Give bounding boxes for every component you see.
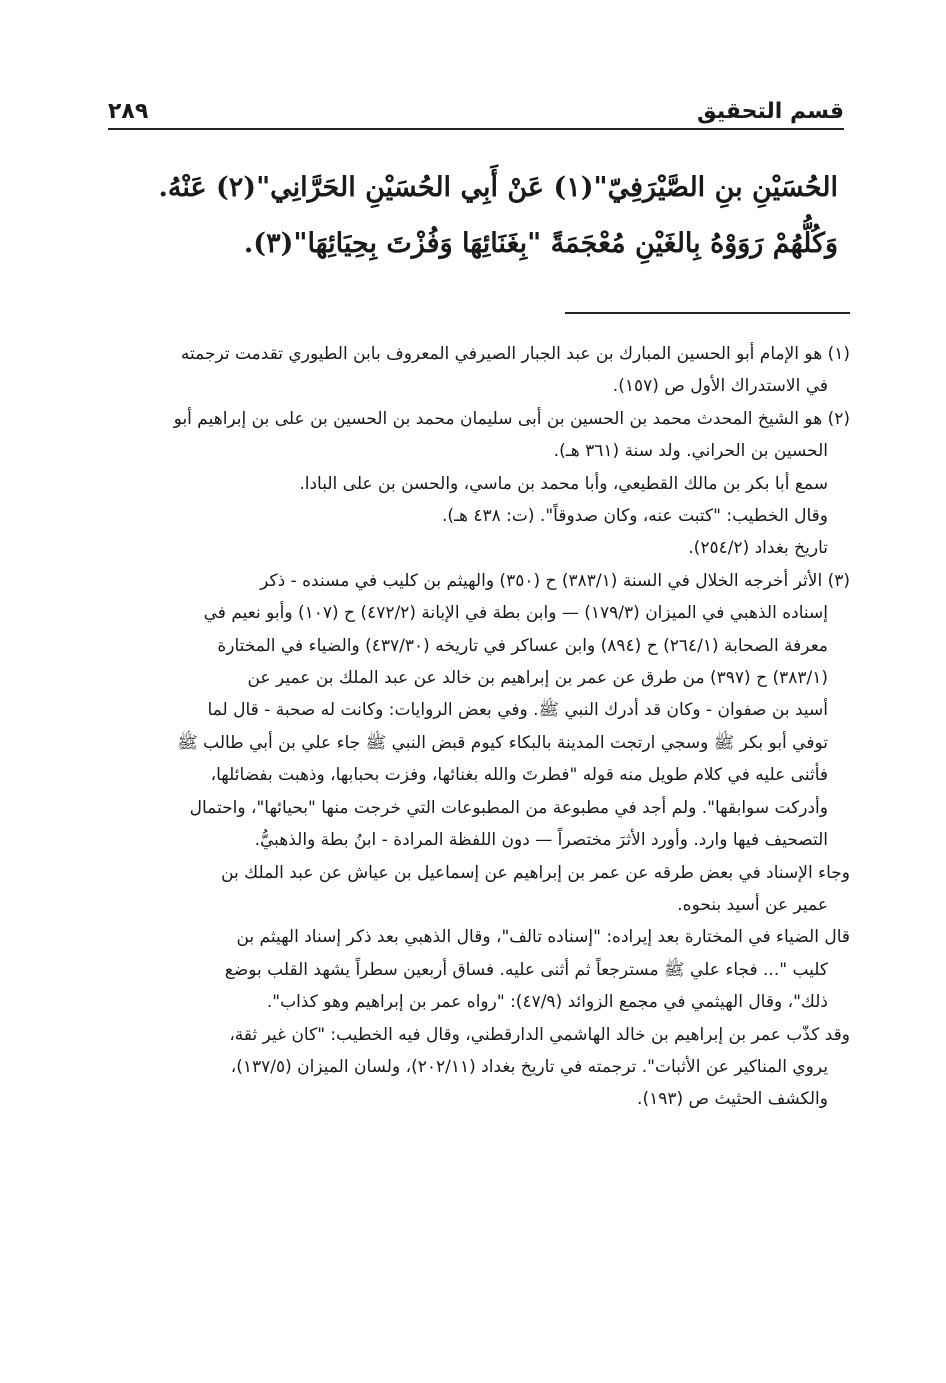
page-header [108,88,844,130]
footnote-divider [565,312,850,314]
footnote-line: (١) هو الإمام أبو الحسين المبارك بن عبد الجبار الصيرفي المعروف بابن الطيوري تقدمت ترجمته [180,344,850,364]
footnote-line: في الاستدراك الأول ص (١٥٧). [612,376,828,397]
footnote-line: إسناده الذهبي في الميزان (١٧٩/٣) — وابن بطة في الإبانة (٤٧٢/٢) ح (١٠٧) وأبو نعيم في [203,603,828,624]
footnote-3-continuation [108,857,850,1116]
footnote-line: عمير عن أسيد بنحوه. [677,894,828,915]
footnote-line: يروي المناكير عن الأثبات". ترجمته في تاريخ بغداد (٢٠٢/١١)، ولسان الميزان (١٣٧/٥)، [230,1056,828,1077]
footnote-line: التصحيف فيها وارد. وأورد الأثرَ مختصراً — دون اللفظة المرادة - ابنُ بطة والذهبيُّ. [254,830,828,851]
footnote-line: معرفة الصحابة (٢٦٤/١) ح (٨٩٤) وابن عساكر في تاريخه (٤٣٧/٣٠) والضياء في المختارة [217,635,828,656]
main-text [158,160,838,272]
main-line: وَكُلُّهُمْ رَوَوْهُ بِالغَيْنِ مُعْجَمَةً "بِغَنَائِهَا وَفُزْتَ بِحِيَائِهَا"(٣). [243,228,838,259]
footnote-2 [108,403,850,565]
footnote-line: فأثنى عليه في كلام طويل منه قوله "فطرتَ والله بغنائها، وفزت بحبابها، وذهبت بفضائلها، [210,765,828,786]
footnote-line: كليب "... فجاء علي ﷺ مسترجعاً ثم أثنى عليه. فساق أربعين سطراً يشهد القلب بوضع [224,959,828,980]
footnote-line: وأدركت سوابقها". ولم أجد في مطبوعة من المطبوعات التي خرجت منها "بحيائها"، واحتمال [189,797,828,818]
main-line: الحُسَيْنِ بنِ الصَّيْرَفِيّ"(١) عَنْ أَبِي الحُسَيْنِ الحَرَّانِي"(٢) عَنْهُ. [158,172,838,203]
footnote-line: (٣٨٣/١) ح (٣٩٧) من طرق عن عمر بن إبراهيم بن خالد عن عبد الملك بن عمير عن [247,668,828,689]
footnote-1 [108,338,850,403]
footnote-line: سمع أبا بكر بن مالك القطيعي، وأبا محمد بن ماسي، والحسن بن على البادا. [299,473,828,494]
footnote-line: (٣) الأثر أخرجه الخلال في السنة (٣٨٣/١) ح (٣٥٠) والهيثم بن كليب في مسنده - ذكر [260,570,850,591]
footnote-line: وقد كذّب عمر بن إبراهيم بن خالد الهاشمي الدارقطني، وقال فيه الخطيب: "كان غير ثقة، [229,1024,850,1045]
footnote-line: أسيد بن صفوان - وكان قد أدرك النبي ﷺ. وفي بعض الروايات: وكانت له صحبة - قال لما [207,700,828,721]
footnote-line: قال الضياء في المختارة بعد إيراده: "إسناده تالف"، وقال الذهبي بعد ذكر إسناد الهيثم بن [236,927,850,948]
footnote-line: الحسين بن الحراني. ولد سنة (٣٦١ هـ). [553,441,828,462]
footnote-line: والكشف الحثيث ص (١٩٣). [637,1089,828,1110]
footnote-line: وقال الخطيب: "كتبت عنه، وكان صدوقاً". (ت: ٤٣٨ هـ). [441,506,828,527]
section-title: قسم التحقيق [697,99,844,124]
footnote-line: تاريخ بغداد (٢٥٤/٢). [688,538,828,559]
footnote-line: ذلك"، وقال الهيثمي في مجمع الزوائد (٤٧/٩): "رواه عمر بن إبراهيم وهو كذاب". [266,992,828,1013]
footnote-line: (٢) هو الشيخ المحدث محمد بن الحسين بن أبى سليمان محمد بن الحسين بن على بن إبراهيم أبو [173,408,850,429]
footnote-line: توفي أبو بكر ﷺ وسجي ارتجت المدينة بالبكاء كيوم قبض النبي ﷺ جاء علي بن أبي طالب ﷺ [177,732,828,753]
footnote-3 [108,565,850,857]
footnote-line: وجاء الإسناد في بعض طرقه عن عمر بن إبراهيم عن إسماعيل بن عياش عن عبد الملك بن [221,862,850,883]
footnotes [108,338,850,1116]
page-number: ٢٨٩ [108,99,149,124]
